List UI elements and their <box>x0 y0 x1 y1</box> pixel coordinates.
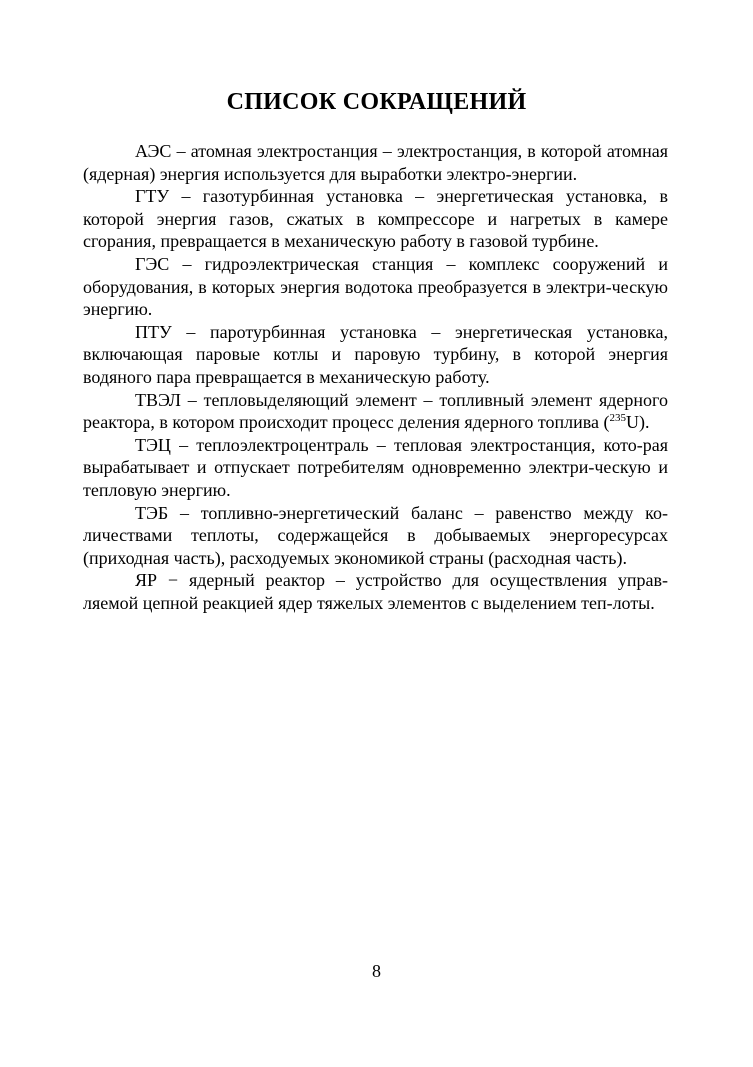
entry-ges: ГЭС – гидроэлектрическая станция – комплекс сооружений и оборудования, в которых энергия водотока преобразуется в электри-ческую энергию. <box>83 253 668 320</box>
entry-tvel-text: ТВЭЛ – тепловыделяющий элемент – топливный элемент ядерного реактора, в котором происходит процесс деления ядерного топлива ( <box>83 389 668 433</box>
page-number: 8 <box>372 961 381 981</box>
entry-teb: ТЭБ – топливно-энергетический баланс – равенство между ко-личествами теплоты, содержащейся в добываемых энергоресурсах (приходная часть), расходуемых экономикой страны (расходная часть). <box>83 502 668 568</box>
entry-tec: ТЭЦ – теплоэлектроцентраль – тепловая электростанция, кото-рая вырабатывает и отпускает потребителям одновременно электри-ческую и тепловую энергию. <box>83 434 668 500</box>
entry-tvel <box>83 389 668 434</box>
abbreviation-list <box>83 140 668 614</box>
entry-ptu: ПТУ – паротурбинная установка – энергетическая установка, включающая паровые котлы и паровую турбину, в которой энергия водяного пара превращается в механическую работу. <box>83 321 668 387</box>
entry-tvel-text-end: U). <box>626 412 650 433</box>
entry-yar: ЯР − ядерный реактор – устройство для осуществления управ-ляемой цепной реакцией ядер тяжелых элементов с выделением теп-лоты. <box>83 570 668 613</box>
entry-aes: АЭС – атомная электростанция – электростанция, в которой атомная (ядерная) энергия используется для выработки электро-энергии. <box>83 141 668 184</box>
entry-gtu: ГТУ – газотурбинная установка – энергетическая установка, в которой энергия газов, сжатых в компрессоре и нагретых в камере сгорания, превращается в механическую работу в газовой турбине. <box>83 186 668 252</box>
page-title: СПИСОК СОКРАЩЕНИЙ <box>226 89 527 115</box>
isotope-mass-number: 235 <box>609 412 627 425</box>
